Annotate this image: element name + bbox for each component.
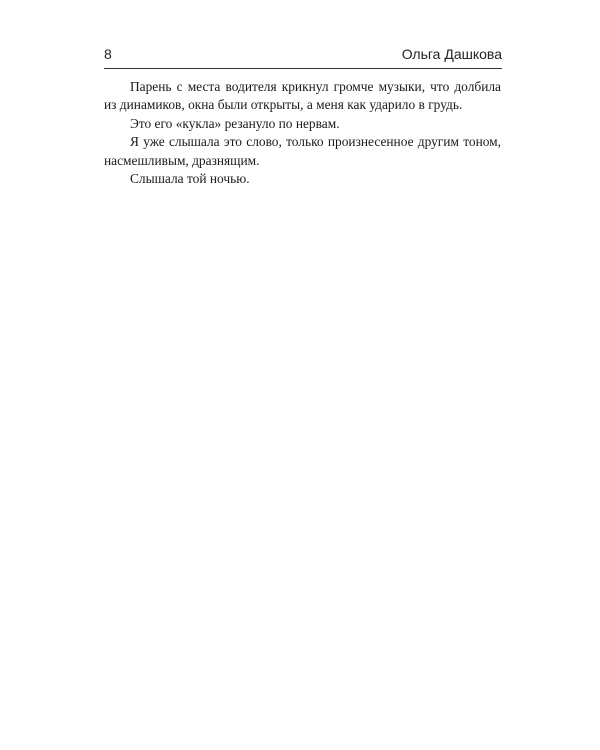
page-number: 8 (104, 46, 112, 62)
header-rule (104, 68, 502, 69)
author-name: Ольга Дашкова (401, 46, 502, 62)
paragraph: Слышала той ночью. (130, 171, 250, 187)
running-header (104, 45, 502, 67)
paragraph: Парень с места водителя крикнул громче музыки, что долбила из динамиков, окна были открыты, а меня как ударило в грудь. (104, 79, 501, 113)
body-text (104, 78, 501, 188)
paragraph: Это его «кукла» резануло по нервам. (130, 115, 340, 131)
paragraph: Я уже слышала это слово, только произнесенное другим тоном, насмешливым, дразнящим. (104, 134, 501, 168)
